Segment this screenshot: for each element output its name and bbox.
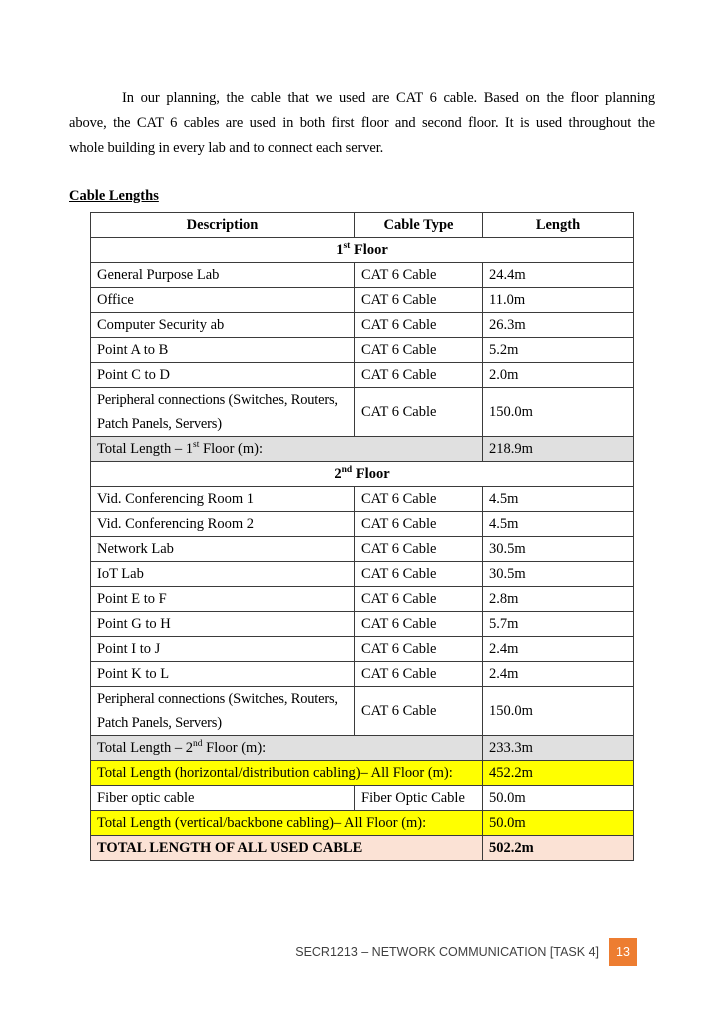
length-cell: 5.2m xyxy=(483,338,634,363)
cable-type-cell: CAT 6 Cable xyxy=(355,612,483,637)
cable-type-cell: CAT 6 Cable xyxy=(355,562,483,587)
description-cell: Point C to D xyxy=(91,363,355,388)
table-row xyxy=(91,512,634,537)
table-row xyxy=(91,288,634,313)
length-cell: 11.0m xyxy=(483,288,634,313)
description-cell xyxy=(91,388,355,437)
cable-type-cell: CAT 6 Cable xyxy=(355,313,483,338)
floor2-total-value: 233.3m xyxy=(483,736,634,761)
description-cell: Point G to H xyxy=(91,612,355,637)
intro-paragraph xyxy=(69,86,655,161)
length-cell: 150.0m xyxy=(483,388,634,437)
header-description: Description xyxy=(91,213,355,238)
floor1-ordinal-sup: st xyxy=(343,241,351,252)
floor1-section-row xyxy=(91,238,634,263)
vertical-cabling-total-label: Total Length (vertical/backbone cabling)– All Floor (m): xyxy=(91,811,483,836)
floor2-word: Floor xyxy=(352,466,390,482)
table-header-row xyxy=(91,213,634,238)
length-cell: 30.5m xyxy=(483,537,634,562)
floor2-number: 2 xyxy=(334,466,342,482)
length-cell: 150.0m xyxy=(483,687,634,736)
header-cable-type: Cable Type xyxy=(355,213,483,238)
horizontal-cabling-total-label: Total Length (horizontal/distribution cabling)– All Floor (m): xyxy=(91,761,483,786)
table-row xyxy=(91,313,634,338)
cable-type-cell: CAT 6 Cable xyxy=(355,388,483,437)
length-cell: 2.4m xyxy=(483,662,634,687)
table-row xyxy=(91,587,634,612)
paragraph-line: In our planning, the cable that we used are CAT 6 cable. Based on the floor planning xyxy=(122,90,655,106)
description-cell: Network Lab xyxy=(91,537,355,562)
floor1-word: Floor xyxy=(350,242,388,258)
total-label-suffix: Floor (m): xyxy=(202,740,267,756)
description-cell: General Purpose Lab xyxy=(91,263,355,288)
footer-course-text: SECR1213 – NETWORK COMMUNICATION [TASK 4] xyxy=(295,945,599,959)
table-row xyxy=(91,637,634,662)
horizontal-cabling-total-row xyxy=(91,761,634,786)
total-ordinal-sup: st xyxy=(193,440,200,451)
total-label-text: Total Length – 2 xyxy=(97,740,194,756)
paragraph-line: above, the CAT 6 cables are used in both first floor and second floor. It is used throughout the xyxy=(69,115,655,131)
length-cell: 2.0m xyxy=(483,363,634,388)
table-row xyxy=(91,537,634,562)
floor2-ordinal-sup: nd xyxy=(341,465,353,476)
vertical-cabling-total-row xyxy=(91,811,634,836)
grand-total-value: 502.2m xyxy=(483,836,634,861)
cable-type-cell: CAT 6 Cable xyxy=(355,288,483,313)
length-cell: 4.5m xyxy=(483,487,634,512)
total-label-text: Total Length – 1 xyxy=(97,441,194,457)
table-row xyxy=(91,612,634,637)
description-cell: Computer Security ab xyxy=(91,313,355,338)
description-line1: Peripheral connections (Switches, Routers, xyxy=(97,691,338,707)
cable-type-cell: CAT 6 Cable xyxy=(355,662,483,687)
description-cell: Point E to F xyxy=(91,587,355,612)
description-cell: Office xyxy=(91,288,355,313)
section-heading: Cable Lengths xyxy=(69,188,159,204)
table-row xyxy=(91,263,634,288)
floor1-section-label xyxy=(91,238,634,263)
floor2-section-label xyxy=(91,462,634,487)
length-cell: 2.8m xyxy=(483,587,634,612)
cable-type-cell: CAT 6 Cable xyxy=(355,537,483,562)
floor2-total-label xyxy=(91,736,483,761)
description-cell: Vid. Conferencing Room 1 xyxy=(91,487,355,512)
cable-type-cell: CAT 6 Cable xyxy=(355,363,483,388)
description-line1: Peripheral connections (Switches, Routers, xyxy=(97,392,338,408)
description-cell: Point K to L xyxy=(91,662,355,687)
page-number-badge: 13 xyxy=(609,938,637,966)
description-cell xyxy=(91,687,355,736)
description-cell: Vid. Conferencing Room 2 xyxy=(91,512,355,537)
floor1-total-row xyxy=(91,437,634,462)
length-cell: 2.4m xyxy=(483,637,634,662)
floor1-total-value: 218.9m xyxy=(483,437,634,462)
table-row-peripheral xyxy=(91,687,634,736)
floor1-total-label xyxy=(91,437,483,462)
grand-total-label: TOTAL LENGTH OF ALL USED CABLE xyxy=(91,836,483,861)
cable-type-cell: CAT 6 Cable xyxy=(355,263,483,288)
cable-type-cell: CAT 6 Cable xyxy=(355,338,483,363)
length-cell: 30.5m xyxy=(483,562,634,587)
total-ordinal-sup: nd xyxy=(193,739,203,750)
table-row xyxy=(91,363,634,388)
cable-type-cell: CAT 6 Cable xyxy=(355,637,483,662)
floor1-number: 1 xyxy=(336,242,344,258)
vertical-cabling-total-value: 50.0m xyxy=(483,811,634,836)
description-line2: Patch Panels, Servers) xyxy=(97,416,222,432)
horizontal-cabling-total-value: 452.2m xyxy=(483,761,634,786)
length-cell: 24.4m xyxy=(483,263,634,288)
table-row xyxy=(91,338,634,363)
cable-type-cell: CAT 6 Cable xyxy=(355,512,483,537)
paragraph-line: whole building in every lab and to connect each server. xyxy=(69,140,384,156)
table-row xyxy=(91,562,634,587)
cable-type-cell: CAT 6 Cable xyxy=(355,687,483,736)
length-cell: 4.5m xyxy=(483,512,634,537)
cable-lengths-table xyxy=(90,212,634,861)
description-cell: IoT Lab xyxy=(91,562,355,587)
description-line2: Patch Panels, Servers) xyxy=(97,715,222,731)
length-cell: 5.7m xyxy=(483,612,634,637)
floor2-total-row xyxy=(91,736,634,761)
page-footer xyxy=(295,938,637,966)
floor2-section-row xyxy=(91,462,634,487)
length-cell: 26.3m xyxy=(483,313,634,338)
cable-type-cell: CAT 6 Cable xyxy=(355,487,483,512)
description-cell: Point I to J xyxy=(91,637,355,662)
cable-type-cell: Fiber Optic Cable xyxy=(355,786,483,811)
description-cell: Point A to B xyxy=(91,338,355,363)
length-cell: 50.0m xyxy=(483,786,634,811)
grand-total-row xyxy=(91,836,634,861)
table-row-fiber xyxy=(91,786,634,811)
table-row xyxy=(91,487,634,512)
total-label-suffix: Floor (m): xyxy=(199,441,264,457)
description-cell: Fiber optic cable xyxy=(91,786,355,811)
table-row xyxy=(91,662,634,687)
cable-type-cell: CAT 6 Cable xyxy=(355,587,483,612)
table-row-peripheral xyxy=(91,388,634,437)
header-length: Length xyxy=(483,213,634,238)
